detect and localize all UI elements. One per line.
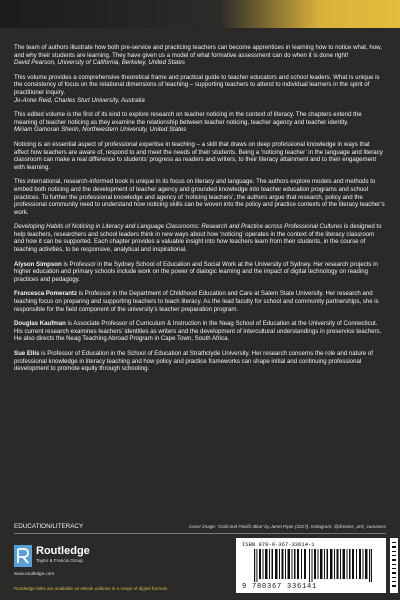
barcode-bars (254, 549, 372, 582)
barcode-panel (236, 538, 386, 593)
quote-attribution: David Pearson, University of California, Berkeley, United States (14, 59, 185, 67)
publisher-group: Taylor & Francis Group (36, 558, 83, 563)
publisher-name: Routledge (36, 545, 90, 557)
description-paragraph: This international, research-informed book is unique in its focus on literacy and language. The authors explore models and methods to embed both noticing and the development of teacher agency and grounded knowledge into teacher education programs and school practices. To further the professional knowledge and agency of ‘noticing teachers’, the authors argue that research, policy and the professional community need to understand how noticing skills can be woven into the policy and practice contexts of the literacy teacher’s work. (14, 178, 385, 216)
author-name: Alyson Simpson (14, 260, 62, 268)
endorsement-quote (14, 74, 386, 104)
book-title: Developing Habits of Noticing in Literacy and Language Classrooms: Research and Practice across Professional Cultures (14, 223, 343, 231)
divider (14, 533, 386, 534)
publisher-url: www.routledge.com (14, 571, 55, 576)
author-bio (14, 290, 386, 313)
back-cover-text (14, 44, 386, 380)
author-bio-text: is Professor of Education in the School of Education at Strathclyde University. Her research concerns the role and nature of professional knowledge in literacy teaching and how policy and practice frameworks can shape initial and continuing professional development to promote equity through schooling. (14, 350, 373, 373)
author-bio-text: is Professor in the Department of Childhood Education and Care at Salem State University. Her research and teaching focus on preparing and supporting teachers to teach literacy. As the lead faculty for school and community partnerships, she is responsible for the field component of the university’s teacher preparation program. (14, 290, 379, 313)
quote-text: This volume provides a comprehensive theoretical frame and practical guide to teacher educators and school leaders. What is unique is the consistency of focus on the relational dimensions of teaching – supporting teachers to attend to individual learners in the spirit of practitioner inquiry. (14, 73, 380, 96)
isbn-number: ISBN 978-0-367-33614-1 (242, 541, 315, 548)
author-bio (14, 261, 386, 284)
author-bio-text: is Professor in the Sydney School of Education and Social Work at the University of Sydney. Her research projects in higher education and primary schools include work on the power of dialogic learning and the impact of digital technology on reading practices and pedagogy. (14, 260, 378, 283)
routledge-r-icon (14, 545, 32, 567)
author-bio (14, 350, 386, 373)
book-intro-paragraph (14, 223, 386, 253)
author-bio-text: is Associate Professor of Curriculum & Instruction in the Neag School of Education at the University of Connecticut. His current research examines teachers’ identities as writers and the development of intercultural understandings in preservice teachers. He also directs the Neag Teaching Abroad Program in Cape Town, South Africa. (14, 320, 382, 343)
quote-text: The team of authors illustrate how both pre-service and practicing teachers can become apprentices in learning how to notice what, how, and why their students are learning. They have given us a model of what formative assessment can do when it is done right! (14, 44, 382, 59)
subject-category: EDUCATION/LITERACY (14, 523, 84, 530)
quote-attribution: Jo-Anne Reid, Charles Sturt University, Australia (14, 96, 145, 104)
ebook-availability-note: Routledge titles are available as eBook editions in a range of digital formats (14, 586, 168, 591)
quote-attribution: Miriam Gamoran Sherin, Northwestern University, United States (14, 126, 187, 134)
author-name: Sue Ellis (14, 350, 40, 357)
description-paragraph: Noticing is an essential aspect of professional expertise in teaching – a skill that draws on deep professional knowledge in ways that affect how teachers are aware of, respond to and meet the needs of their students. Being a ‘noticing teacher’ in the language and literacy classroom can make a real difference to students’ progress as readers and writers, to their literacy attainment and to their engagement with learning. (14, 140, 383, 171)
endorsement-quote (14, 44, 386, 67)
barcode-side-strip (390, 538, 398, 593)
author-name: Francesca Pomerantz (14, 290, 77, 298)
publisher-logo (14, 543, 144, 583)
cover-image-credit: Cover image: ‘Gold and Pacific Blue’ by Janet Piper (2017). Instagram: @dreams_arts_canvases (188, 524, 386, 529)
barcode-digits: 9 780367 336141 (242, 583, 318, 591)
author-bio (14, 320, 386, 343)
cover-art-band (0, 0, 400, 28)
intro-text: is designed to help teachers, researchers and school leaders think in new ways about how ‘noticing’ operates in the context of the literacy classroom and how it can be supported. Each chapter provides a valuable insight into how teachers learn from their students, in the course of teaching activities, to be responsive, analytical and inspirational. (14, 223, 382, 254)
endorsement-quote (14, 111, 386, 134)
quote-text: This edited volume is the first of its kind to explore research on teacher noticing in the context of literacy. The chapters extend the meaning of teacher noticing as they examine the relationship between teacher noticing, teacher agency and teacher identity. (14, 111, 362, 126)
author-name: Douglas Kaufman (14, 320, 66, 328)
